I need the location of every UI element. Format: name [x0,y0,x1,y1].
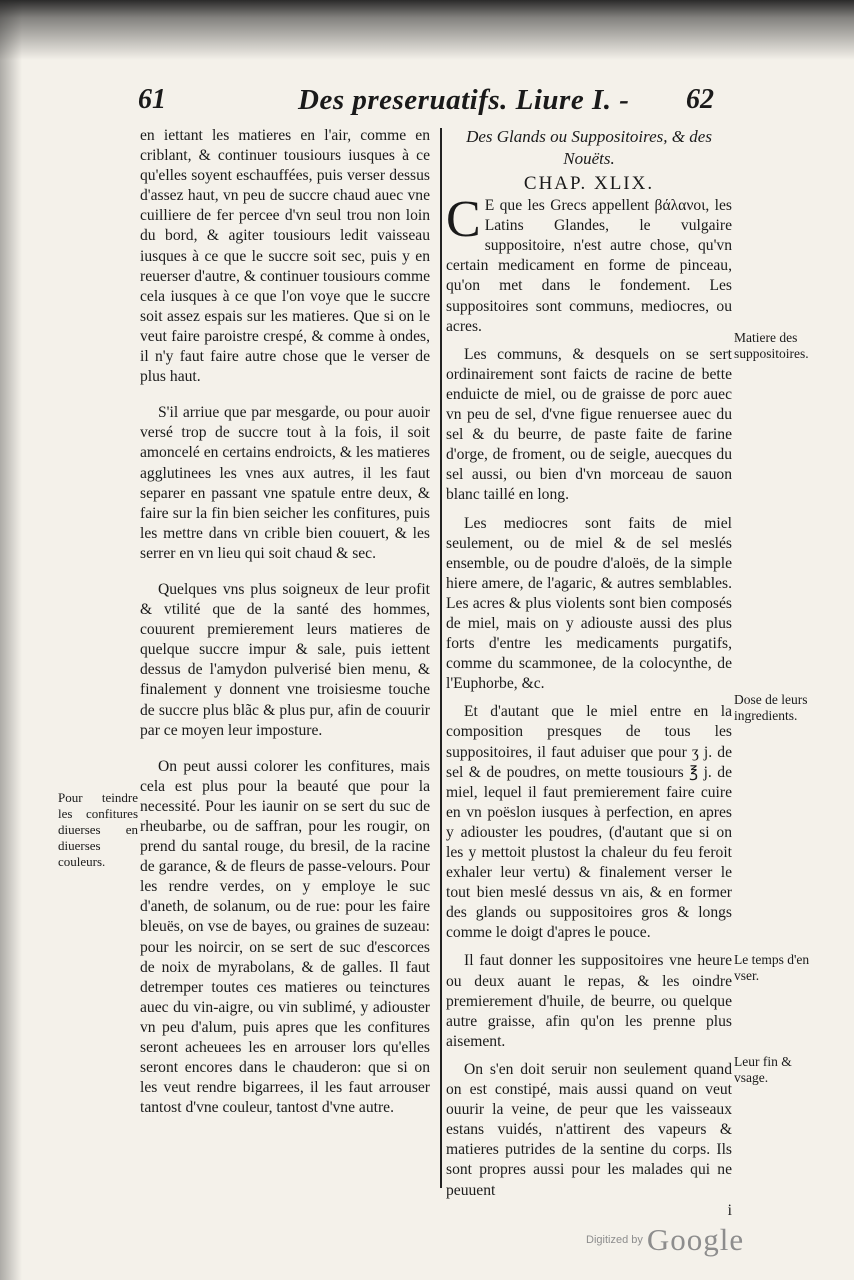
page-header [0,84,854,124]
right-paragraph-5: Il faut donner les suppositoires vne heure ou deux auant le repas, & les oindre premierement d'huile, de beurre, ou quelque autre graisse, afin qu'on les prenne plus aisement. [446,952,732,1050]
catchword: i [727,1201,732,1219]
folio-right: 62 [686,84,714,115]
folio-left: 61 [138,84,166,115]
digitized-watermark [586,1222,744,1258]
margin-note-fin: Leur fin & vsage. [734,1054,792,1085]
chapter-heading: CHAP. XLIX. [523,173,655,194]
running-title: Des preseruatifs. Liure I. - [298,84,630,116]
drop-capital: C [446,191,481,249]
google-logo: Google [646,1222,745,1257]
section-title: Des Glands ou Suppositoires, & des Nouëts. [466,127,712,168]
right-paragraph-4: Et d'autant que le miel entre en la composition presques de tous les suppositoires, il faut aduiser que pour ʒ j. de sel & de poudres, on mette tousiours ℥ j. de miel, lequel il faut premierement faire cuire en vn poëslon iusques à perfection, en apres y adiouster les poudres, (d'autant que si on les y mettoit plustost la chaleur du feu feroit exhaler leur vertu) & finalement verser le tout bien meslé dessus vn ais, & en former des glands ou suppositoires gros & longs comme le doigt d'apres le pouce. [446,703,732,942]
left-paragraph-3: Quelques vns plus soigneux de leur profit & vtilité que de la santé des hommes, couurent premierement leurs matieres de quelque succre impur & sale, puis iettent dessus de l'amydon pulverisé bien menu, & finalement y donnent vne troisiesme touche de succre plus blãc & plus pur, afin de couurir par ce moyen leur imposture. [140,580,430,739]
margin-note-matiere: Matiere des suppositoires. [734,330,809,361]
left-column [140,126,430,1118]
right-paragraph-1 [446,191,732,337]
left-paragraph-1: en iettant les matieres en l'air, comme en criblant, & continuer tousiours iusques à ce qu'elles soyent eschauffées, puis verser dessus d'assez haut, vn peu de succre chaud auec vne cuilliere de fer percee d'vn seul trou non loin du bord, & agiter tousiours ledit vaisseau iusques à ce que le succre soit sec, puis y en reuerser d'autre, & continuer tousiours comme cela iusques à ce que l'on voye que le succre soit assez espais sur les matieres. Que si on le veut faire paroistre crespé, & comme à ondes, il n'y faut faire autre chose que le verser de plus haut. [140,127,430,386]
left-paragraph-2: S'il arriue que par mesgarde, ou pour auoir versé trop de succre tout à la fois, il soit amoncelé en certains endroicts, & les matieres agglutinees les vnes aux autres, il les faut separer en passant vne spatule entre deux, & faire sur la fin bien seicher les confitures, puis les mettre dans vn crible bien couuert, & les serrer en vn lieu qui soit chaud & sec. [140,404,430,562]
right-paragraph-3: Les mediocres sont faits de miel seulement, ou de miel & de sel meslés ensemble, ou de poudre d'aloës, de la simple hiere amere, de l'agaric, & autres semblables. Les acres & plus violents sont bien composés de miel, mais on y adiouste aussi des plus forts d'entre les medicaments purgatifs, comme du scammonee, de la colocynthe, de l'Euphorbe, &c. [446,514,732,693]
column-rule [440,128,442,1188]
right-paragraph-2: Les communs, & desquels on se sert ordinairement sont faicts de racine de bette enduicte de miel, ou de graisse de porc auec vn peu de sel, d'vne figue renuersee auec du sel & du beurre, de paste faite de farine d'orge, de froment, ou de seigle, auecques du sel aussi, ou bien d'vn morceau de sauon blanc taillé en long. [446,345,732,504]
right-paragraph-6: On s'en doit seruir non seulement quand on est constipé, mais aussi quand on veut ouurir la veine, de peur que les vaisseaux estans vuidés, n'attirent des vapeurs & matieres putrides de la sentine du corps. Ils sont propres aussi pour les malades qui ne peuuent [446,1060,732,1199]
right-column [446,126,732,1221]
scan-gutter-shadow [0,0,22,1280]
margin-note-temps: Le temps d'en vser. [734,952,810,983]
margin-note-dose: Dose de leurs ingredients. [734,692,808,723]
scan-edge-shadow [0,0,854,60]
left-paragraph-4: On peut aussi colorer les confitures, mais cela est plus pour la beauté que pour la necessité. Pour les iaunir on se sert du suc de rheubarbe, ou de saffran, pour les rougir, on prend du santal rouge, du bresil, de la racine de garance, & de fleurs de passe-velours. Pour les rendre verdes, on y employe le suc d'aneth, de solanum, ou de rue: pour les faire bleuës, on vse de bayes, ou graines de suzeau: pour les noircir, on se sert de suc d'escorces de noix de myrabolans, & de galles. Il faut detremper toutes ces matieres ou teinctures auec du vin-aigre, ou vin sublimé, y adiouster vn peu d'alum, puis apres que les confitures seront acheuees les en arrouser lors qu'elles seront encores dans le chauderon: que si on les veut rendre bigarrees, il les faut arrouser tantost d'vne couleur, tantost d'vne autre. [140,757,430,1117]
margin-note-dyeing: Pour teindre les confitures diuerses en diuerses couleurs. [58,790,138,869]
watermark-prefix: Digitized by [586,1234,643,1246]
right-paragraph-1-text: E que les Grecs appellent βάλανοι, les Latins Glandes, le vulgaire suppositoire, n'est autre chose, qu'vn certain medicament en forme de pinceau, qu'on met dans le fondement. Les suppositoires sont communs, mediocres, ou acres. [446,197,732,335]
